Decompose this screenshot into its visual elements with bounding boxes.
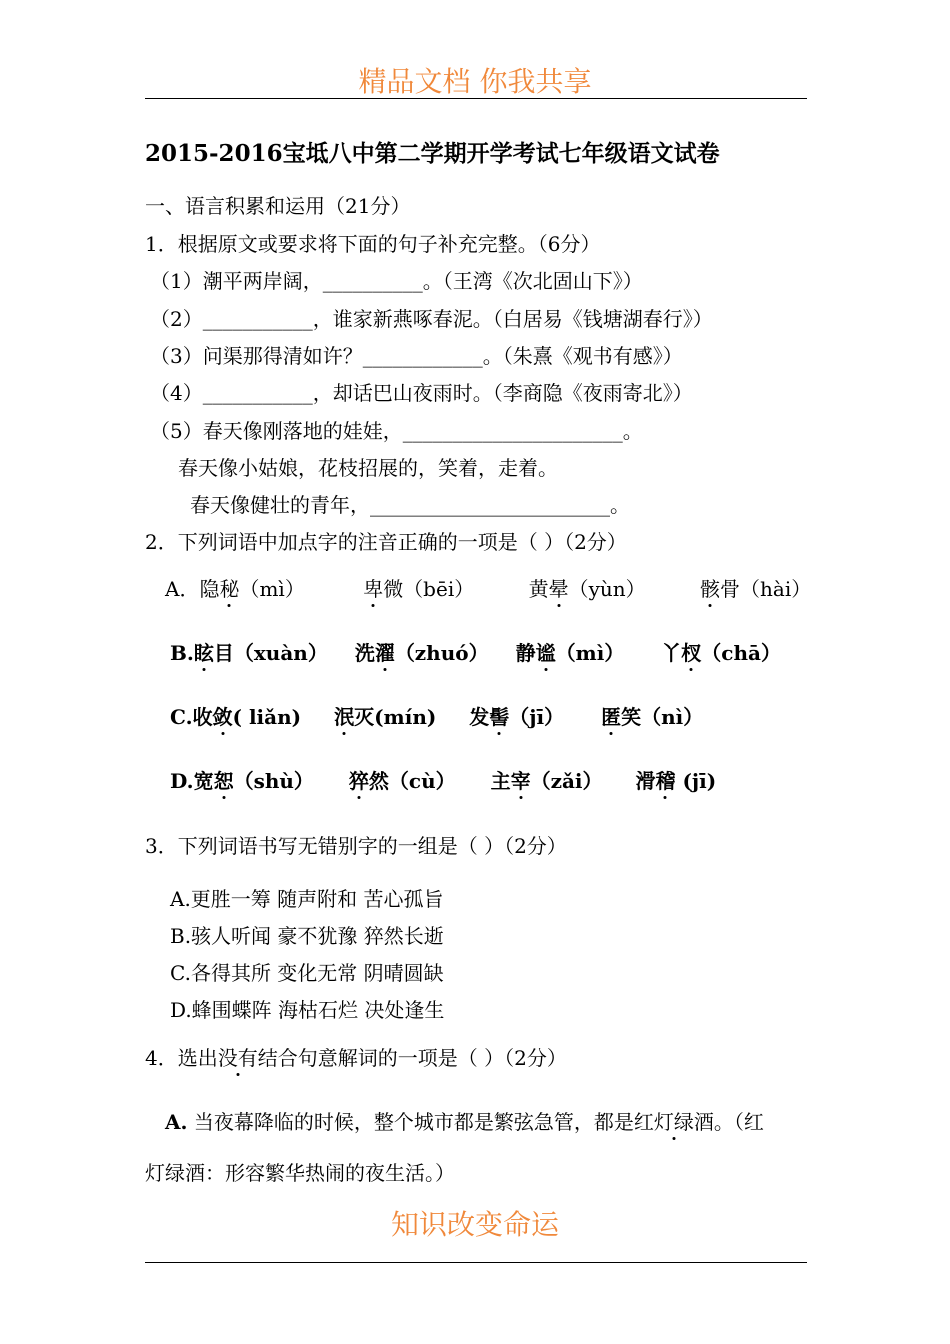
question-3-option-d: D.蜂围蝶阵 海枯石烂 决处逢生 — [170, 998, 445, 1022]
footer-banner: 知识改变命运 — [390, 1208, 559, 1241]
question-1-item-5: （5）春天像刚落地的娃娃，______________________。 — [150, 419, 643, 443]
footer-divider — [145, 1262, 807, 1263]
question-2-option-d: D.宽恕（shù） 猝然（cù） 主宰（zǎi） 滑稽 (jī) — [170, 769, 717, 793]
header-banner: 精品文档 你我共享 — [358, 65, 592, 98]
question-2-option-c: C.收敛( liǎn) 泯灭(mín) 发髻（jī） 匿笑（nì） — [170, 705, 704, 729]
question-3-option-a: A.更胜一筹 随声附和 苦心孤旨 — [170, 887, 444, 911]
question-4-option-a-continued: 灯绿酒：形容繁华热闹的夜生活。） — [145, 1161, 455, 1185]
question-3-option-b: B.骇人听闻 豪不犹豫 猝然长逝 — [170, 924, 444, 948]
question-4-stem: 4．选出没有结合句意解词的一项是（ ）（2分） — [145, 1046, 567, 1070]
question-2-option-b: B.眩目（xuàn） 洗濯（zhuó） 静谧（mì） 丫杈（chā） — [170, 641, 781, 665]
question-2-option-a: A．隐秘（mì） 卑微（bēi） 黄晕（yùn） 骸骨（hài） — [165, 577, 812, 601]
question-3-option-c: C.各得其所 变化无常 阴晴圆缺 — [170, 961, 444, 985]
question-1-item-5-example: 春天像小姑娘，花枝招展的，笑着，走着。 — [178, 456, 558, 480]
question-1-item-4: （4）___________，却话巴山夜雨时。（李商隐《夜雨寄北》） — [150, 381, 693, 405]
question-3-stem: 3．下列词语书写无错别字的一组是（ ）（2分） — [145, 834, 567, 858]
question-1-item-5-blank: 春天像健壮的青年，________________________。 — [190, 493, 630, 517]
question-1-item-1: （1）潮平两岸阔，__________。（王湾《次北固山下》） — [150, 269, 643, 293]
question-4-option-a: A. 当夜幕降临的时候，整个城市都是繁弦急管，都是红灯绿酒。（红 — [165, 1110, 764, 1134]
question-2-stem: 2．下列词语中加点字的注音正确的一项是（ ）（2分） — [145, 530, 627, 554]
section-heading: 一、语言积累和运用（21分） — [145, 194, 411, 218]
page-title: 2015-2016宝坻八中第二学期开学考试七年级语文试卷 — [145, 140, 720, 167]
question-1-item-3: （3）问渠那得清如许？____________。（朱熹《观书有感》） — [150, 344, 683, 368]
header-divider — [145, 98, 807, 99]
question-1-stem: 1．根据原文或要求将下面的句子补充完整。（6分） — [145, 232, 601, 256]
question-1-item-2: （2）___________，谁家新燕啄春泥。（白居易《钱塘湖春行》） — [150, 307, 713, 331]
